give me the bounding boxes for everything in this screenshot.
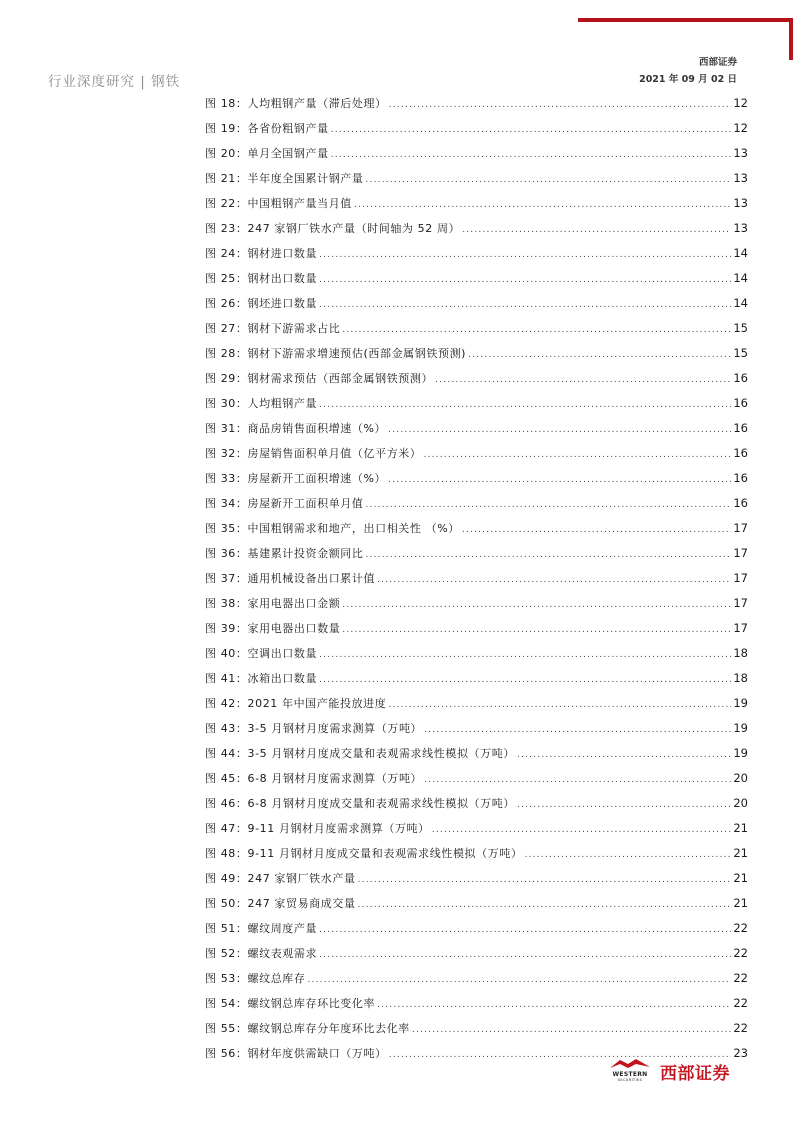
toc-dot-leader <box>358 868 732 893</box>
toc-entry[interactable] <box>205 691 748 716</box>
toc-entry-page-number: 20 <box>733 796 748 810</box>
toc-entry[interactable] <box>205 616 748 641</box>
header-meta <box>639 54 737 85</box>
toc-entry[interactable] <box>205 166 748 191</box>
toc-entry-page-number: 22 <box>733 971 748 985</box>
report-date: 2021 年 09 月 02 日 <box>639 74 737 85</box>
toc-entry[interactable] <box>205 141 748 166</box>
toc-dot-leader <box>342 618 731 643</box>
toc-entry-label: 图 48：9-11 月钢材月度成交量和表观需求线性模拟（万吨） <box>205 847 523 860</box>
toc-entry-page-number: 16 <box>733 471 748 485</box>
toc-entry[interactable] <box>205 641 748 666</box>
toc-entry-label: 图 27：钢材下游需求占比 <box>205 322 341 335</box>
toc-entry[interactable] <box>205 716 748 741</box>
toc-entry[interactable] <box>205 366 748 391</box>
toc-entry-page-number: 17 <box>733 546 748 560</box>
toc-dot-leader <box>319 293 731 318</box>
toc-entry[interactable] <box>205 741 748 766</box>
toc-entry-label: 图 55：螺纹钢总库存分年度环比去化率 <box>205 1022 410 1035</box>
header-corner-line-vertical <box>789 18 793 60</box>
toc-dot-leader <box>435 368 731 393</box>
toc-dot-leader <box>424 443 732 468</box>
toc-entry-label: 图 20：单月全国钢产量 <box>205 147 329 160</box>
toc-entry[interactable] <box>205 491 748 516</box>
toc-dot-leader <box>319 943 731 968</box>
toc-entry-label: 图 38：家用电器出口金额 <box>205 597 341 610</box>
toc-entry-label: 图 35：中国粗钢需求和地产，出口相关性 （%） <box>205 522 460 535</box>
toc-entry-label: 图 45：6-8 月钢材月度需求测算（万吨） <box>205 772 423 785</box>
toc-entry-page-number: 19 <box>733 721 748 735</box>
toc-entry-page-number: 22 <box>733 996 748 1010</box>
toc-entry-page-number: 21 <box>733 871 748 885</box>
toc-entry-page-number: 18 <box>733 646 748 660</box>
toc-entry-page-number: 13 <box>733 171 748 185</box>
toc-entry-page-number: 17 <box>733 621 748 635</box>
toc-entry-page-number: 21 <box>733 846 748 860</box>
toc-entry-label: 图 44：3-5 月钢材月度成交量和表观需求线性模拟（万吨） <box>205 747 515 760</box>
toc-entry-page-number: 13 <box>733 221 748 235</box>
toc-entry-label: 图 24：钢材进口数量 <box>205 247 318 260</box>
toc-entry-page-number: 22 <box>733 921 748 935</box>
toc-entry[interactable] <box>205 216 748 241</box>
toc-entry[interactable] <box>205 341 748 366</box>
toc-entry[interactable] <box>205 91 748 116</box>
toc-entry-label: 图 50：247 家贸易商成交量 <box>205 897 356 910</box>
toc-dot-leader <box>377 568 731 593</box>
toc-dot-leader <box>366 493 732 518</box>
toc-entry[interactable] <box>205 791 748 816</box>
toc-entry-label: 图 25：钢材出口数量 <box>205 272 318 285</box>
toc-dot-leader <box>319 643 731 668</box>
toc-dot-leader <box>342 318 731 343</box>
toc-entry-page-number: 12 <box>733 96 748 110</box>
toc-entry-label: 图 28：钢材下游需求增速预估(西部金属钢铁预测) <box>205 347 467 360</box>
logo-en-text: WESTERN <box>612 1071 648 1078</box>
logo-en-subtext: SECURITIES <box>617 1078 643 1082</box>
toc-dot-leader <box>517 743 731 768</box>
toc-entry[interactable] <box>205 516 748 541</box>
toc-entry-page-number: 18 <box>733 671 748 685</box>
toc-entry-page-number: 16 <box>733 421 748 435</box>
toc-entry-label: 图 52：螺纹表观需求 <box>205 947 318 960</box>
toc-entry-page-number: 16 <box>733 396 748 410</box>
toc-entry[interactable] <box>205 591 748 616</box>
toc-entry-label: 图 19：各省份粗钢产量 <box>205 122 329 135</box>
toc-entry[interactable] <box>205 816 748 841</box>
toc-entry[interactable] <box>205 241 748 266</box>
toc-entry-label: 图 34：房屋新开工面积单月值 <box>205 497 364 510</box>
toc-entry-page-number: 20 <box>733 771 748 785</box>
toc-dot-leader <box>342 593 731 618</box>
toc-entry-label: 图 54：螺纹钢总库存环比变化率 <box>205 997 376 1010</box>
toc-dot-leader <box>388 418 731 443</box>
toc-dot-leader <box>388 468 731 493</box>
logo-cn-text: 西部证券 <box>660 1063 730 1084</box>
toc-entry-label: 图 21：半年度全国累计钢产量 <box>205 172 364 185</box>
toc-entry-label: 图 36：基建累计投资金额同比 <box>205 547 364 560</box>
toc-entry-page-number: 16 <box>733 496 748 510</box>
toc-dot-leader <box>377 993 731 1018</box>
toc-entry-label: 图 51：螺纹周度产量 <box>205 922 318 935</box>
toc-entry[interactable] <box>205 891 748 916</box>
toc-entry-label: 图 46：6-8 月钢材月度成交量和表观需求线性模拟（万吨） <box>205 797 515 810</box>
toc-dot-leader <box>412 1018 731 1043</box>
toc-entry-page-number: 12 <box>733 121 748 135</box>
toc-entry-page-number: 13 <box>733 146 748 160</box>
toc-entry-label: 图 56：钢材年度供需缺口（万吨） <box>205 1047 387 1060</box>
toc-dot-leader <box>517 793 731 818</box>
toc-entry[interactable] <box>205 566 748 591</box>
toc-entry-page-number: 21 <box>733 896 748 910</box>
toc-dot-leader <box>468 343 731 368</box>
toc-dot-leader <box>366 168 732 193</box>
toc-dot-leader <box>319 393 731 418</box>
toc-entry[interactable] <box>205 316 748 341</box>
toc-entry[interactable] <box>205 116 748 141</box>
toc-entry-page-number: 22 <box>733 1021 748 1035</box>
toc-entry-label: 图 33：房屋新开工面积增速（%） <box>205 472 387 485</box>
toc-entry-label: 图 30：人均粗钢产量 <box>205 397 318 410</box>
toc-entry-page-number: 17 <box>733 521 748 535</box>
toc-entry-label: 图 43：3-5 月钢材月度需求测算（万吨） <box>205 722 423 735</box>
toc-entry-label: 图 32：房屋销售面积单月值（亿平方米） <box>205 447 422 460</box>
toc-entry[interactable] <box>205 541 748 566</box>
toc-dot-leader <box>358 893 732 918</box>
toc-entry[interactable] <box>205 416 748 441</box>
toc-dot-leader <box>319 918 731 943</box>
toc-entry[interactable] <box>205 916 748 941</box>
toc-dot-leader <box>319 243 731 268</box>
toc-dot-leader <box>308 968 732 993</box>
toc-entry[interactable] <box>205 766 748 791</box>
toc-entry-page-number: 14 <box>733 271 748 285</box>
toc-entry[interactable] <box>205 466 748 491</box>
toc-dot-leader <box>432 818 732 843</box>
toc-entry-page-number: 16 <box>733 446 748 460</box>
toc-dot-leader <box>388 693 731 718</box>
toc-entry-page-number: 13 <box>733 196 748 210</box>
toc-entry[interactable] <box>205 1016 748 1041</box>
toc-entry-page-number: 15 <box>733 321 748 335</box>
toc-entry-label: 图 37：通用机械设备出口累计值 <box>205 572 376 585</box>
toc-dot-leader <box>389 93 732 118</box>
toc-dot-leader <box>462 518 732 543</box>
toc-entry[interactable] <box>205 941 748 966</box>
toc-entry-page-number: 17 <box>733 571 748 585</box>
toc-entry-label: 图 39：家用电器出口数量 <box>205 622 341 635</box>
toc-dot-leader <box>319 668 731 693</box>
toc-entry-label: 图 22：中国粗钢产量当月值 <box>205 197 352 210</box>
toc-entry[interactable] <box>205 991 748 1016</box>
header-brand: 西部证券 <box>698 57 737 68</box>
toc-entry-page-number: 19 <box>733 696 748 710</box>
toc-dot-leader <box>462 218 731 243</box>
toc-dot-leader <box>424 768 731 793</box>
toc-entry-page-number: 23 <box>733 1046 748 1060</box>
toc-entry-label: 图 41：冰箱出口数量 <box>205 672 318 685</box>
toc-entry-label: 图 53：螺纹总库存 <box>205 972 306 985</box>
toc-entry-label: 图 42：2021 年中国产能投放进度 <box>205 697 387 710</box>
toc-entry-page-number: 17 <box>733 596 748 610</box>
toc-entry[interactable] <box>205 666 748 691</box>
toc-entry-page-number: 16 <box>733 371 748 385</box>
toc-dot-leader <box>525 843 732 868</box>
western-securities-logo-mark <box>606 1058 654 1084</box>
toc-entry-label: 图 23：247 家钢厂铁水产量（时间轴为 52 周） <box>205 222 461 235</box>
toc-entry[interactable] <box>205 866 748 891</box>
toc-entry[interactable] <box>205 191 748 216</box>
toc-entry-label: 图 29：钢材需求预估（西部金属钢铁预测） <box>205 372 434 385</box>
figure-table-of-contents <box>205 91 748 1066</box>
toc-dot-leader <box>366 543 732 568</box>
toc-entry[interactable] <box>205 441 748 466</box>
toc-entry-label: 图 26：钢坯进口数量 <box>205 297 318 310</box>
toc-entry[interactable] <box>205 966 748 991</box>
toc-entry-label: 图 49：247 家钢厂铁水产量 <box>205 872 356 885</box>
toc-dot-leader <box>319 268 731 293</box>
toc-entry-page-number: 15 <box>733 346 748 360</box>
toc-entry-page-number: 19 <box>733 746 748 760</box>
company-logo <box>606 1058 746 1084</box>
header-corner-line-horizontal <box>578 18 793 22</box>
toc-entry[interactable] <box>205 391 748 416</box>
toc-entry-page-number: 21 <box>733 821 748 835</box>
report-section-title: 行业深度研究 | 钢铁 <box>48 74 181 90</box>
toc-dot-leader <box>331 118 732 143</box>
toc-entry[interactable] <box>205 266 748 291</box>
toc-entry-label: 图 18：人均粗钢产量（滞后处理） <box>205 97 387 110</box>
toc-entry-label: 图 47：9-11 月钢材月度需求测算（万吨） <box>205 822 430 835</box>
toc-entry-page-number: 14 <box>733 246 748 260</box>
toc-entry-page-number: 14 <box>733 296 748 310</box>
toc-entry-label: 图 40：空调出口数量 <box>205 647 318 660</box>
toc-dot-leader <box>331 143 732 168</box>
toc-entry[interactable] <box>205 841 748 866</box>
toc-dot-leader <box>424 718 731 743</box>
toc-entry[interactable] <box>205 291 748 316</box>
toc-entry-label: 图 31：商品房销售面积增速（%） <box>205 422 387 435</box>
toc-entry-page-number: 22 <box>733 946 748 960</box>
toc-dot-leader <box>354 193 731 218</box>
